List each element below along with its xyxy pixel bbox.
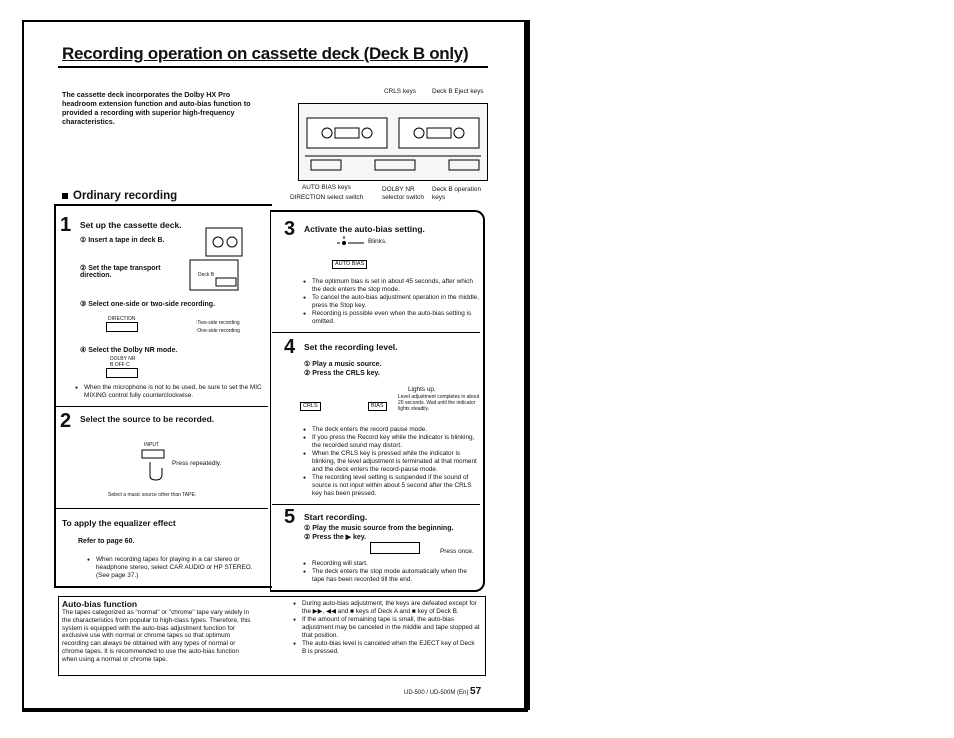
bias-key-label: BIAS [368, 402, 387, 411]
step1-sub1: ① Insert a tape in deck B. [80, 237, 165, 244]
step4-bullet: ● The deck enters the record pause mode. [312, 426, 480, 434]
dolby-label: DOLBY NR [110, 356, 136, 362]
autobias-bullets [292, 600, 480, 656]
equalizer-title: To apply the equalizer effect [62, 518, 176, 528]
auto-bias-key-label: AUTO BIAS [332, 260, 367, 269]
step-divider [56, 406, 268, 407]
step1-note: ● When the microphone is not to be used, be sure to set the MIC MIXING control fully counterclockwise. [84, 384, 264, 400]
step5-bullet: ● Recording will start. [312, 560, 480, 568]
page-number: 57 [470, 686, 482, 697]
label-auto-bias-keys: AUTO BIAS keys [302, 184, 351, 191]
cassette-deck-icon [299, 104, 487, 180]
equalizer-note: ● When recording tapes for playing in a car stereo or headphone stereo, select CAR AUDIO or HP STEREO. (See page 37.) [96, 556, 262, 580]
section-heading [62, 190, 177, 202]
press-repeatedly: Press repeatedly. [172, 460, 222, 467]
step5-number: 5 [284, 506, 296, 528]
record-pause-keys [370, 542, 420, 554]
step1-sub2: ② Set the tape transport direction. [80, 265, 161, 279]
crls-key-label: CRLS [300, 402, 321, 411]
label-dolby-nr: DOLBY NR selector switch [382, 186, 424, 201]
page-bottom-border [22, 708, 528, 712]
step-divider [272, 332, 480, 333]
step5-sub1: ① Play the music source from the beginning. [304, 525, 454, 532]
step3-bullets [302, 278, 480, 326]
direction-switch [106, 322, 138, 332]
step4-bullets [302, 426, 480, 498]
label-deck-b-operation: Deck B operation keys [432, 186, 482, 201]
step2-note: Select a music source other than TAPE. [108, 492, 197, 498]
step3-bullet: ● The optimum bias is set in about 45 seconds, after which the deck enters the stop mode. [312, 278, 480, 294]
autobias-title: Auto-bias function [62, 599, 138, 609]
bias-key [368, 394, 387, 412]
step-divider [56, 508, 268, 509]
step1-sub4: ④ Select the Dolby NR mode. [80, 347, 178, 354]
input-label: INPUT [144, 442, 159, 448]
step4-bullet: ● If you press the Record key while the indicator is blinking, the recorded sound may distort. [312, 434, 480, 450]
lights-up-label: Lights up. [408, 386, 436, 393]
square-bullet-icon [62, 193, 68, 199]
equalizer-ref: Refer to page 60. [78, 538, 135, 545]
step5-bullets [302, 560, 480, 584]
level-note: Level adjustment completes in about 20 seconds. Wait until the indicator lights steadily. [398, 394, 480, 412]
label-direction-select: DIRECTION select switch [290, 194, 364, 201]
step3-bullet: ● Recording is possible even when the auto-bias setting is omitted. [312, 310, 480, 326]
step4-title: Set the recording level. [304, 342, 398, 352]
step5-bullet: ● The deck enters the stop mode automatically when the tape has been recorded till the end. [312, 568, 480, 584]
page-title: Recording operation on cassette deck (Deck B only) [62, 44, 469, 63]
cassette-deck-illustration [298, 103, 488, 181]
autobias-bullet: ● During auto-bias adjustment, the keys are defeated except for the ▶▶, ◀◀ and ■ keys of Deck A and ■ key of Deck B. [302, 600, 480, 616]
deck-b-illustration [186, 226, 246, 301]
step5-title: Start recording. [304, 512, 368, 522]
two-side-label: :Two-side recording [196, 320, 240, 326]
step4-sub1: ① Play a music source. [304, 361, 382, 368]
direction-label: DIRECTION [108, 316, 136, 322]
footer-model: UD-500 / UD-500M (En) [404, 690, 469, 696]
title-rule [58, 66, 488, 68]
deck-b-label: Deck B [198, 272, 215, 278]
cassette-icon [186, 226, 246, 296]
press-hand-icon [140, 448, 170, 487]
auto-bias-key [332, 252, 367, 270]
step3-title: Activate the auto-bias setting. [304, 224, 425, 234]
section-heading-text: Ordinary recording [73, 190, 178, 202]
step4-bullet: ● The recording level setting is suspended if the sound of source is not input within about 5 second after the CRLS key has been pressed. [312, 474, 480, 498]
step3-bullet: ● To cancel the auto-bias adjustment operation in the middle, press the Stop key. [312, 294, 480, 310]
step-divider [272, 504, 480, 505]
label-crls-keys: CRLS keys [384, 88, 416, 95]
label-deck-b-eject: Deck B Eject keys [432, 88, 484, 95]
step2-number: 2 [60, 410, 72, 432]
step1-title: Set up the cassette deck. [80, 220, 182, 230]
step1-notes [74, 384, 264, 400]
press-once-label: Press once. [440, 548, 474, 555]
autobias-bullet: ● If the amount of remaining tape is small, the auto-bias adjustment may be canceled in the middle and tape stopped at that position. [302, 616, 480, 640]
autobias-bullet: ● The auto-bias level is canceled when the EJECT key of Deck B is pressed. [302, 640, 480, 656]
step1-sub3: ③ Select one-side or two-side recording. [80, 301, 216, 308]
step2-title: Select the source to be recorded. [80, 414, 215, 424]
step1-number: 1 [60, 214, 72, 236]
one-side-label: :One-side recording [196, 328, 240, 334]
page-footer [404, 686, 481, 697]
step4-bullet: ● When the CRLS key is pressed while the indicator is blinking, the level adjustment is terminated at that moment and the deck enters the record-pause mode. [312, 450, 480, 474]
step4-sub2: ② Press the CRLS key. [304, 370, 380, 377]
step3-number: 3 [284, 218, 296, 240]
equalizer-notes [86, 556, 262, 580]
blinks-label: Blinks. [368, 238, 387, 245]
autobias-text: The tapes categorized as "normal" or "chrome" tape vary widely in the characteristics from popular to high-class types. Therefore, this system is equipped with the auto-bias adjustment function for exclusive use with normal or chrome tapes so that optimum recording can always be obtained with any types of normal or chrome tapes. It is recommended to use the auto-bias function when using a normal or chrome tape. [62, 609, 251, 663]
step5-sub2: ② Press the ▶ key. [304, 534, 367, 541]
step4-number: 4 [284, 336, 296, 358]
dolby-options: B OFF C [110, 362, 130, 368]
crls-key [300, 394, 321, 412]
dolby-switch [106, 368, 138, 378]
intro-text: The cassette deck incorporates the Dolby HX Pro headroom extension function and auto-bias function to provided a recording with superior high-frequency characteristics. [62, 90, 251, 126]
